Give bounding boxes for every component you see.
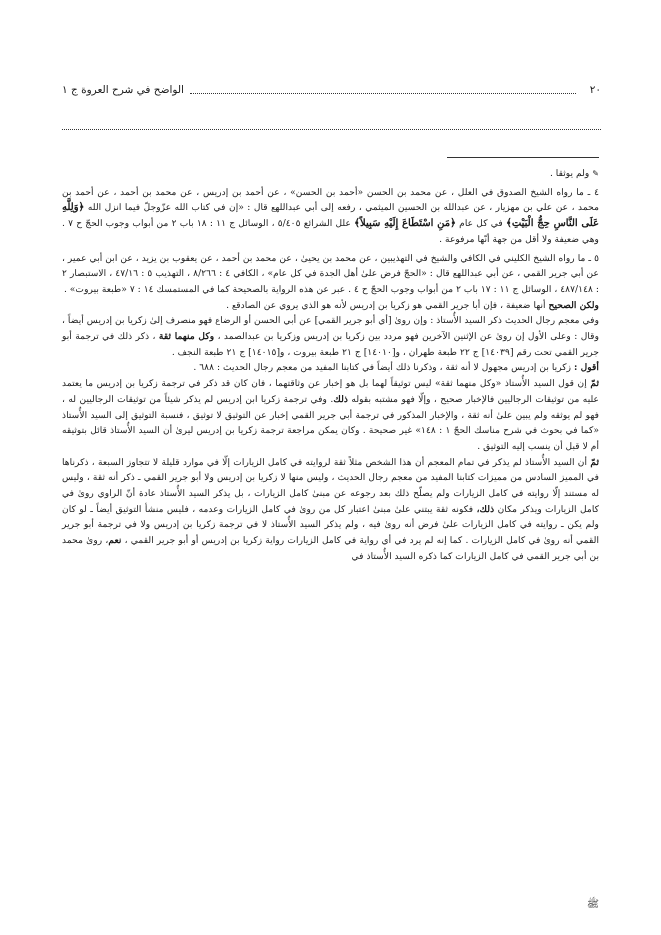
running-header xyxy=(62,82,601,98)
paragraph-mujam xyxy=(62,313,599,360)
text-span: ، روىٰ محمد بن أبي جرير القمي في كامل الزيارات كما ذكره السيد الأُستاذ في xyxy=(62,535,599,562)
footnote-5 xyxy=(62,251,599,298)
alayhi-salam-icon: ع xyxy=(215,316,221,326)
alayhi-salam-icon: ع xyxy=(452,269,458,279)
text-span: زكريا بن إدريس مجهول لا أنه ثقة ، وذكرنا ذلك أيضاً في كتابنا المفيد من معجم رجال الحديث : ٦٨٨ . xyxy=(193,362,572,374)
bold-lead: ولكن الصحيح xyxy=(548,299,599,311)
footnotes-body xyxy=(62,166,599,565)
paragraph-aqul xyxy=(62,360,599,376)
quran-verse: ﴿وَلِلَّهِ عَلَى النَّاسِ حِجُّ الْبَيْتِ﴾ xyxy=(62,202,600,230)
text-span: فكونه ثقة يبتني علىٰ مبنىٰ اعتبار كل من روىٰ في كامل الزيارات وعدمه ، فليس منشأ التوثيق أيضاً ـ لو كان ولم يكن ـ روايته في كامل الزيارات علىٰ فرض أنه روىٰ فيه ، ولم يذكر السيد الأُستاذ لا في ترجمة زكريا بن إدريس ولا في ترجمة أبو جرير القمي أنه روىٰ في كامل الزيارات . كما إنه لم يرد في أي رواية في كامل الزيارات رواية زكريا بن إدريس أو أبو جرير القمي ، xyxy=(62,503,599,547)
footnote-continuation xyxy=(62,166,599,182)
bold-lead: ثمّ xyxy=(590,456,600,468)
text-span: وفي معجم رجال الحديث ذكر السيد الأُستاذ : وإن روىٰ [أي أبو جرير القمي] عن أبي الحسن أو الرضا xyxy=(220,315,600,327)
text-span: فهو منصرف إلىٰ زكريا بن إدريس أيضاً ، وقال : وعلى الأول إن روىٰ عن الإثنين الآخرين فهو مردد بين زكريا بن إدريس وزكريا بن عبدالصمد ، xyxy=(62,315,599,343)
text-span: أنها ضعيفة ، فإن أبا جرير القمي هو زكريا بن إدريس لأنه هو الذي يروي عن الصادق xyxy=(236,299,546,311)
text-span: قال : «إن في كتاب الله عزّوجلّ فيما انزل الله xyxy=(87,202,268,214)
catchword-icon: ﷺ xyxy=(586,899,599,910)
bold-phrase: نعم xyxy=(108,535,122,547)
page-number: ٢٠ xyxy=(589,84,601,96)
text-span: علل الشرائع ٥/٤٠٥ ، الوسائل ج ١١ : ١٨ باب ٢ من أبواب وجوب الحجّ ح ٧ . وهي ضعيفة ولا أقل من جهة أنّها مرفوعة . xyxy=(62,218,599,245)
book-title: الواضح في شرح العروة ج ١ xyxy=(62,84,184,96)
text-span: ، ذكر ذلك في ترجمة أبو جرير القمي تحت رقم [١٤٠٣٩] ج ٢٢ طبعة طهران ، و[١٤٠١٠] ج ٢١ طبعة بيروت ، و[١٤٠١٥] ج ٢١ طبعة النجف . xyxy=(62,331,599,358)
paragraph-thumma-2 xyxy=(62,455,599,565)
text-span: ٥ ـ ما رواه الشيخ الكليني في الكافي والشيخ في التهذيبين ، عن محمد بن يحيىٰ ، عن محمد بن أحمد ، عن يعقوب بن يزيد ، عن ابن أبي عمير ، عن أبي جرير القمي ، عن أبي عبدالله xyxy=(62,252,600,280)
footnote-marker-icon: ✎ xyxy=(592,169,599,178)
text-line: ولم يوثقا . xyxy=(549,168,590,179)
footnote-rule xyxy=(447,157,599,158)
bold-phrase: ذلك xyxy=(333,393,348,405)
text-span: . وفي ترجمة زكريا ابن إدريس لم يذكر شيئاً من توثيقات الرجاليين له ، فهو لم يوثقه ولم يبين علىٰ أنه ثقة ، والإخبار المذكور في ترجمة أبي جرير القمي إخبار عن التوثيق لا توثيق ، فنسبة التوثيق إلى السيد الأُستاذ «كما في بحوث في شرح مناسك الحجّ ١ : ١٤٨» غير صحيحة . وكان يمكن مراجعة ترجمة زكريا بن إدريس ليرىٰ أن السيد الأُستاذ قائل بتوثيقه أم لا قبل أن ينسب إليه التوثيق . xyxy=(62,393,599,452)
text-span: في كل عام xyxy=(459,218,503,230)
paragraph-correct: ولكن الصحيح أنها ضعيفة ، فإن أبا جرير القمي هو زكريا بن إدريس لأنه هو الذي يروي عن الصادقع . xyxy=(226,299,599,311)
text-span: ٤ ـ ما رواه الشيخ الصدوق في العلل ، عن محمد بن الحسن «أحمد بن الحسن» ، عن أحمد بن إدريس ، عن محمد بن أحمد ، عن أحمد بن محمد ، عن علي بن مهزيار ، عن عبدالله بن الحسين الميثمي ، رفعه إلى أبي عبدالله xyxy=(62,186,599,214)
bold-phrase: ذلك، xyxy=(476,503,495,515)
footnote-4 xyxy=(62,185,599,248)
bold-lead: ثمّ xyxy=(590,378,600,390)
paragraph-thumma-1 xyxy=(62,376,599,455)
alayhi-salam-icon: ع xyxy=(271,203,276,213)
header-dotted-leader xyxy=(190,93,576,94)
dotted-separator xyxy=(62,129,601,130)
text-span: قال : «الحجّ فرض علىٰ أهل الجدة في كل عام» ، الكافي ٤ : ٨/٢٦٦ ، التهذيب ٥ : ٤٧/١٦ ، الاستبصار ٢ : ٤٨٧/١٤٨ ، الوسائل ج ١١ : ١٧ باب ٢ من أبواب وجوب الحجّ ح ٤ . عبر عن هذه الرواية بالصحيحة كما في المستمسك ١٤ : ٧ «طبعة بيروت» . xyxy=(62,268,599,295)
text-span: إن قول السيد الأُستاذ «وكل منهما ثقة» ليس توثيقاً لهما بل هو إخبار عن وثاقتهما ، فان كان قد ذكر في ترجمة زكريا بن إدريس ما يعتمد عليه من توثيقات الرجاليين فالإخبار صحيح ، وإلّا فهو مشتبه بقوله xyxy=(62,378,600,405)
quran-verse: ﴿مَنِ اسْتَطَاعَ إِلَيْهِ سَبِيلاً﴾ xyxy=(354,218,456,230)
text-span: أن السيد الأُستاذ لم يذكر في تمام المعجم أن هذا الشخص مثلاً ثقة لروايته في كامل الزيارات إلّا في موارد قليلة لا تتجاوز السبعة ، ذكرناها في المميز السادس من مميزات كتابنا المفيد من معجم رجال الحديث ، وليس منها لا زكريا بن إدريس ولا أبو جرير القمي ـ ذكر أنه ثقة ، وليس له مستند إلّا روايته في كامل الزيارات ولم يصلّح ذلك بعد رجوعه عن مبنىٰ كامل الزيارات ، بل يذكر السيد الأُستاذ عادة أنّ الراوي روىٰ في كامل الزيارات ويذكر مكان xyxy=(62,456,600,515)
bold-phrase: وكل منهما ثقة xyxy=(158,331,215,343)
alayhi-salam-icon: ع xyxy=(231,300,237,310)
bold-lead: أقول : xyxy=(574,362,599,374)
